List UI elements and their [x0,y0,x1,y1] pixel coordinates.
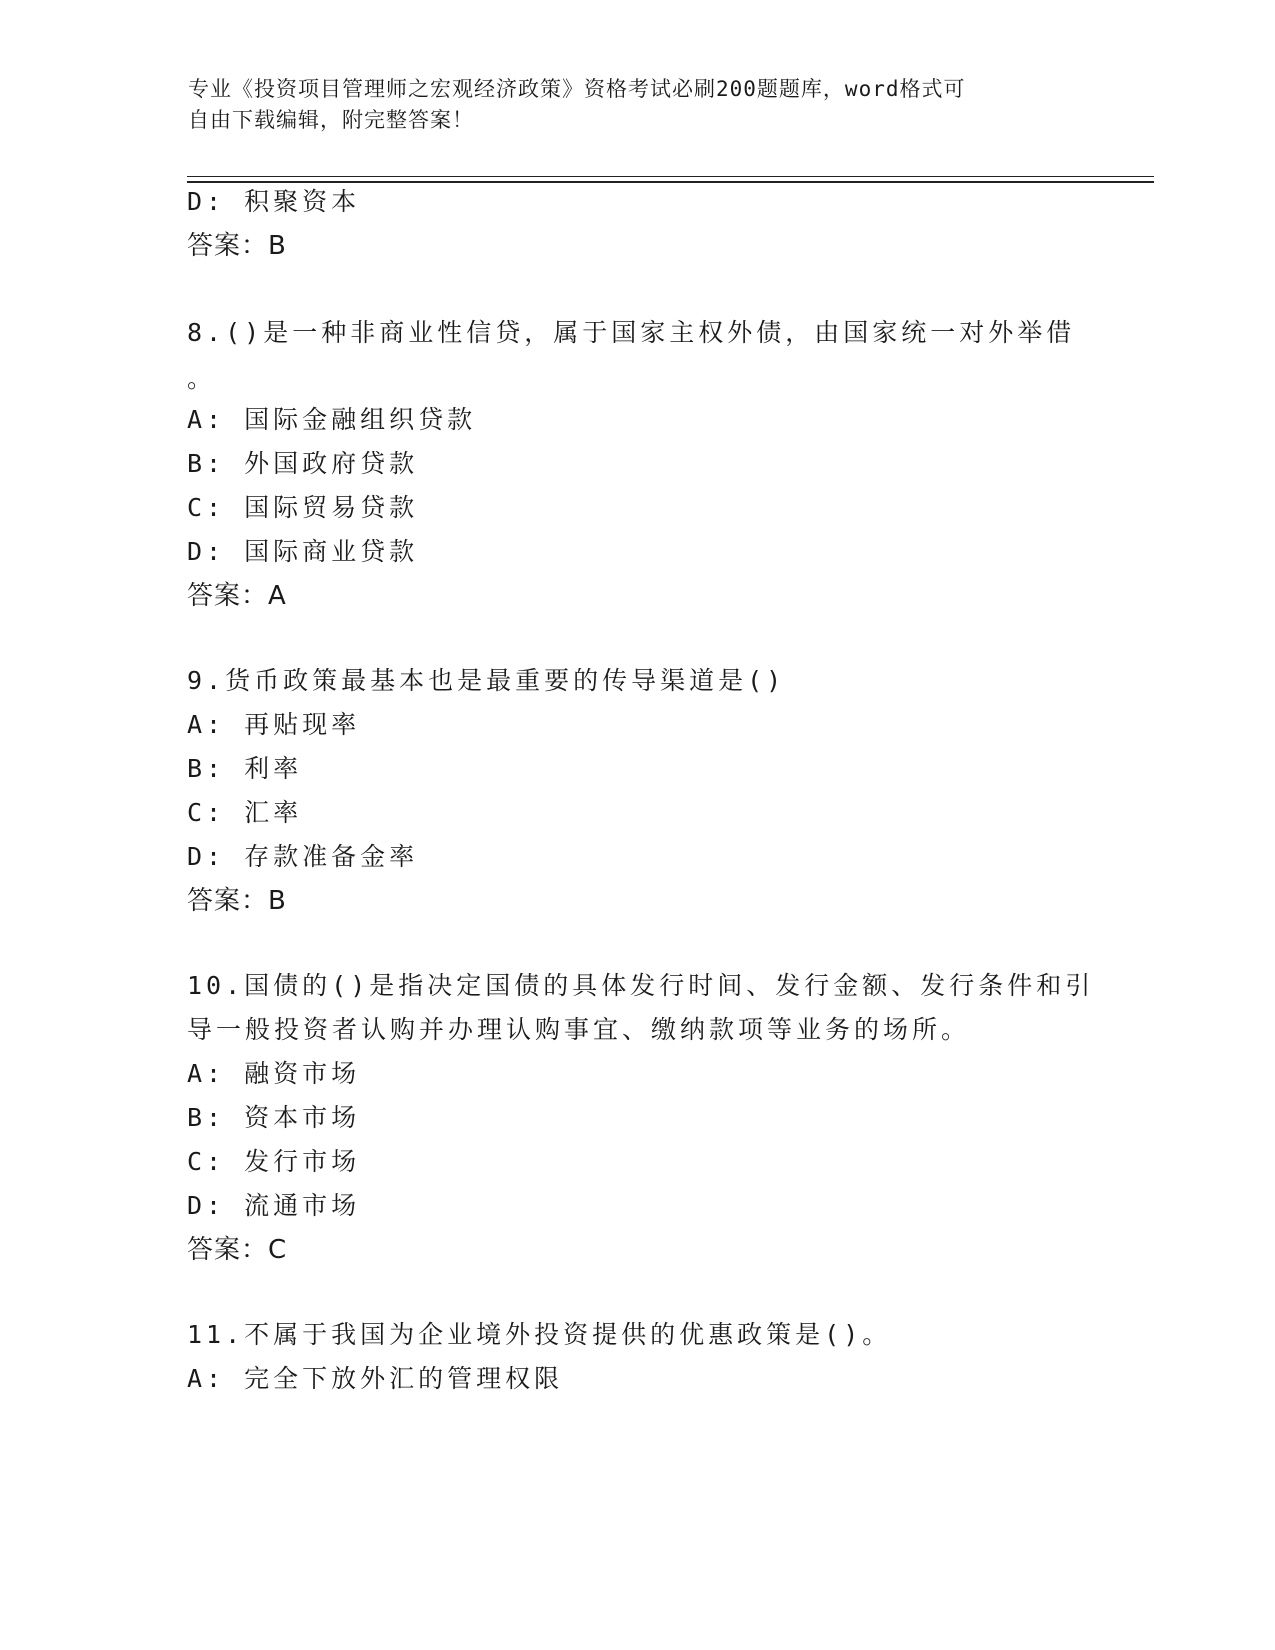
q8-answer: 答案：A [187,581,287,611]
header-line-2: 自由下载编辑，附完整答案！ [188,108,474,132]
q8-option-c: C: 国际贸易贷款 [187,493,419,522]
q10-option-d: D: 流通市场 [187,1191,361,1220]
q10-stem-line-2: 导一般投资者认购并办理认购事宜、缴纳款项等业务的场所。 [187,1015,971,1044]
header-divider-thick [187,181,1154,183]
q8-option-a: A: 国际金融组织贷款 [187,405,477,434]
document-header [188,74,1068,136]
q10-option-b: B: 资本市场 [187,1103,361,1132]
header-line-1: 专业《投资项目管理师之宏观经济政策》资格考试必刷200题题库，word格式可 [188,77,966,101]
q8-option-d: D: 国际商业贷款 [187,537,419,566]
prev-option-d: D: 积聚资本 [187,187,361,216]
q10-answer: 答案：C [187,1235,288,1265]
q10-option-a: A: 融资市场 [187,1059,361,1088]
q9-option-c: C: 汇率 [187,798,303,827]
q9-answer: 答案：B [187,886,287,916]
q8-stem-line-1: 8.()是一种非商业性信贷，属于国家主权外债，由国家统一对外举借 [187,318,1076,347]
q9-option-a: A: 再贴现率 [187,710,361,739]
q11-option-a: A: 完全下放外汇的管理权限 [187,1364,564,1393]
q9-option-d: D: 存款准备金率 [187,842,419,871]
q10-stem-line-1: 10.国债的()是指决定国债的具体发行时间、发行金额、发行条件和引 [187,971,1095,1000]
q8-stem-line-2: 。 [187,364,217,393]
header-divider-thin [187,176,1154,177]
q9-option-b: B: 利率 [187,754,303,783]
q8-option-b: B: 外国政府贷款 [187,449,419,478]
prev-answer: 答案：B [187,231,287,261]
q9-stem-line-1: 9.货币政策最基本也是最重要的传导渠道是() [187,666,786,695]
q11-stem-line-1: 11.不属于我国为企业境外投资提供的优惠政策是()。 [187,1320,892,1349]
q10-option-c: C: 发行市场 [187,1147,361,1176]
